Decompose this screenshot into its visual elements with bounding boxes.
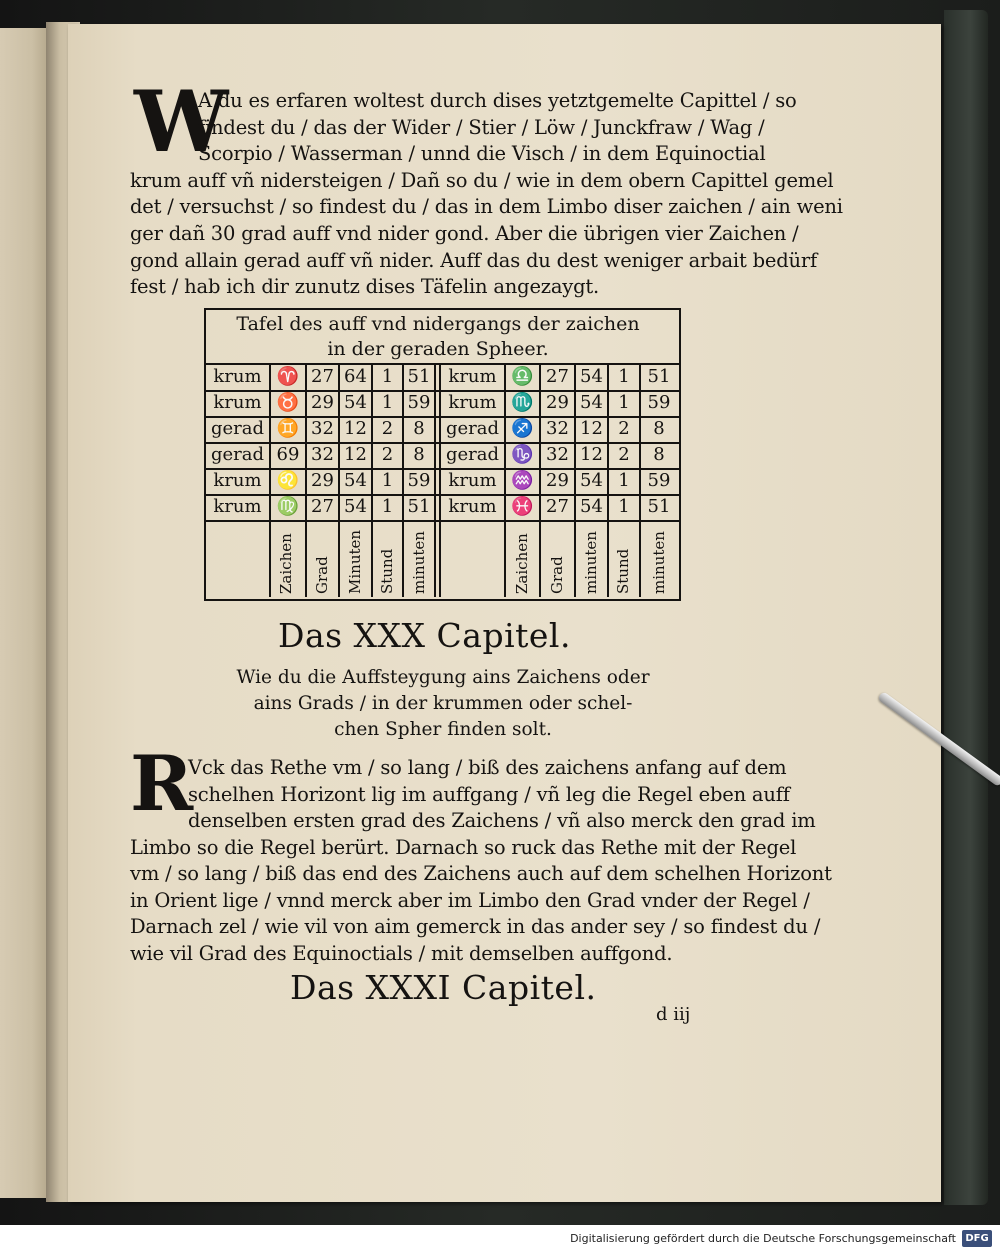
table-cell: ♉ xyxy=(276,392,300,413)
table-cell: krum xyxy=(213,366,262,387)
table-cell: 1 xyxy=(381,366,394,387)
table-cell: 54 xyxy=(580,496,603,517)
intro-line-5: det / versuchst / so findest du / das in dem Limbo diser zaichen / ain weni xyxy=(130,195,843,218)
table-cell: 32 xyxy=(546,444,569,465)
body-line-6: in Orient lige / vnnd merck aber im Limbo den Grad vnder der Regel / xyxy=(130,889,810,912)
table-cell: 12 xyxy=(580,418,603,439)
table-cell: 2 xyxy=(381,418,394,439)
col-header-grad-right: Grad xyxy=(548,556,566,594)
col-header-minuten-right-2: minuten xyxy=(650,531,668,594)
body-line-5: vm / so lang / biß das end des Zaichens auch auf dem schelhen Horizont xyxy=(130,862,832,885)
table-cell: gerad xyxy=(445,444,500,465)
table-cell: 27 xyxy=(546,366,569,387)
table-cell: 2 xyxy=(618,418,630,439)
left-page-edge xyxy=(0,28,46,1198)
table-cell: 54 xyxy=(344,470,367,491)
table-cell: ♎ xyxy=(511,366,534,387)
chapter-xxxi-title: Das XXXI Capitel. xyxy=(290,968,597,1007)
book-page xyxy=(68,24,941,1202)
table-cell: 29 xyxy=(546,470,569,491)
col-header-zaichen-right: Zaichen xyxy=(513,533,531,594)
chapter-xxx-subheading: Wie du die Auffsteygung ains Zaichens oder ains Grads / in der krummen oder schel- chen Spher finden solt. xyxy=(236,667,650,740)
table-cell: 64 xyxy=(344,366,367,387)
intro-line-6: ger dañ 30 grad auff vnd nider gond. Aber die übrigen vier Zaichen / xyxy=(130,222,799,245)
table-cell: gerad xyxy=(210,418,265,439)
table-cell: 51 xyxy=(647,496,671,517)
table-cell: 59 xyxy=(407,470,431,491)
table-cell: 32 xyxy=(311,444,334,465)
table-cell: 12 xyxy=(344,444,367,465)
table-cell: 12 xyxy=(580,444,603,465)
table-cell: 2 xyxy=(618,444,630,465)
table-cell: 1 xyxy=(381,392,394,413)
col-header-zaichen: Zaichen xyxy=(277,533,295,594)
table-cell: 8 xyxy=(653,444,665,465)
table-caption-line-1: Tafel des auff vnd nidergangs der zaichen xyxy=(236,313,640,335)
table-cell: 59 xyxy=(647,470,671,491)
table-cell: krum xyxy=(213,496,262,517)
book-cover-edge xyxy=(944,10,988,1205)
table-cell: 8 xyxy=(653,418,665,439)
table-cell: krum xyxy=(213,392,262,413)
footer-credit: Digitalisierung gefördert durch die Deutsche Forschungsgemeinschaft xyxy=(570,1232,956,1245)
table-cell: 51 xyxy=(647,366,671,387)
table-cell: 1 xyxy=(618,496,630,517)
table-cell: gerad xyxy=(210,444,265,465)
table-cell: 29 xyxy=(546,392,569,413)
intro-line-2: findest du / das der Wider / Stier / Löw / Junckfraw / Wag / xyxy=(198,116,765,139)
table-cell: gerad xyxy=(445,418,500,439)
table-cell: 27 xyxy=(311,366,334,387)
intro-line-4: krum auff vñ nidersteigen / Dañ so du / wie in dem obern Capittel gemel xyxy=(130,169,834,192)
table-cell: 54 xyxy=(580,366,603,387)
table-cell: krum xyxy=(448,470,497,491)
table-cell: 1 xyxy=(618,470,630,491)
table-cell: krum xyxy=(448,392,497,413)
body-line-2: schelhen Horizont lig im auffgang / vñ leg die Regel eben auff xyxy=(188,783,790,806)
col-header-minuten-2: minuten xyxy=(410,531,428,594)
body-line-8: wie vil Grad des Equinoctials / mit demselben auffgond. xyxy=(130,942,673,965)
body-line-7: Darnach zel / wie vil von aim gemerck in das ander sey / so findest du / xyxy=(130,915,821,938)
body-line-4: Limbo so die Regel berürt. Darnach so ruck das Rethe mit der Regel xyxy=(130,836,797,859)
intro-line-1: A du es erfaren woltest durch dises yetztgemelte Capittel / so xyxy=(198,89,797,112)
table-cell: 2 xyxy=(381,444,394,465)
table-caption-line-2: in der geraden Spheer. xyxy=(327,338,549,360)
table-cell: 1 xyxy=(381,496,394,517)
intro-line-7: gond allain gerad auff vñ nider. Auff das du dest weniger arbait bedürf xyxy=(130,249,818,272)
table-cell: ♍ xyxy=(276,496,300,517)
table-cell: ♓ xyxy=(511,496,534,517)
table-cell: ♑ xyxy=(511,444,534,465)
table-cell: 8 xyxy=(413,418,425,439)
table-cell: ♈ xyxy=(276,366,300,387)
table-cell: 12 xyxy=(344,418,367,439)
table-cell: 27 xyxy=(546,496,569,517)
table-cell: 54 xyxy=(344,392,367,413)
footer-bar xyxy=(0,1225,1000,1253)
table-cell: 1 xyxy=(381,470,394,491)
col-header-minuten: Minuten xyxy=(346,529,364,594)
col-header-stund: Stund xyxy=(378,548,396,594)
table-cell: 29 xyxy=(311,392,334,413)
table-cell: 54 xyxy=(580,392,603,413)
table-cell: ♒ xyxy=(511,470,534,491)
table-cell: 54 xyxy=(580,470,603,491)
col-header-grad: Grad xyxy=(313,556,331,594)
table-cell: ♌ xyxy=(276,470,300,491)
table-cell: 32 xyxy=(546,418,569,439)
col-header-minuten-right: minuten xyxy=(582,531,600,594)
table-cell: ♐ xyxy=(511,418,534,439)
drop-cap-r: R xyxy=(130,739,194,828)
table-cell: krum xyxy=(448,496,497,517)
table-cell: ♊ xyxy=(276,418,300,439)
table-cell: 1 xyxy=(618,392,630,413)
table-cell: 27 xyxy=(311,496,334,517)
body-line-3: denselben ersten grad des Zaichens / vñ also merck den grad im xyxy=(188,809,816,832)
drop-cap-w: W xyxy=(134,72,229,171)
table-cell: krum xyxy=(213,470,262,491)
table-cell: 8 xyxy=(413,444,425,465)
table-cell: ♏ xyxy=(511,392,534,413)
intro-line-3: Scorpio / Wasserman / unnd die Visch / in dem Equinoctial xyxy=(198,142,766,165)
table-cell: krum xyxy=(448,366,497,387)
table-cell: 69 xyxy=(276,444,300,465)
page-signature: d iij xyxy=(656,1004,691,1025)
body-line-1: Vck das Rethe vm / so lang / biß des zaichens anfang auf dem xyxy=(188,756,787,779)
chapter-xxx-title: Das XXX Capitel. xyxy=(278,616,571,655)
table-cell: 59 xyxy=(647,392,671,413)
intro-line-8: fest / hab ich dir zunutz dises Täfelin angezaygt. xyxy=(130,275,600,298)
table-cell: 51 xyxy=(407,496,431,517)
dfg-logo: DFG xyxy=(962,1230,992,1247)
table-cell: 51 xyxy=(407,366,431,387)
table-cell: 29 xyxy=(311,470,334,491)
table-cell: 32 xyxy=(311,418,334,439)
table-cell: 54 xyxy=(344,496,367,517)
table-cell: 59 xyxy=(407,392,431,413)
col-header-stund-right: Stund xyxy=(614,548,632,594)
table-cell: 1 xyxy=(618,366,630,387)
